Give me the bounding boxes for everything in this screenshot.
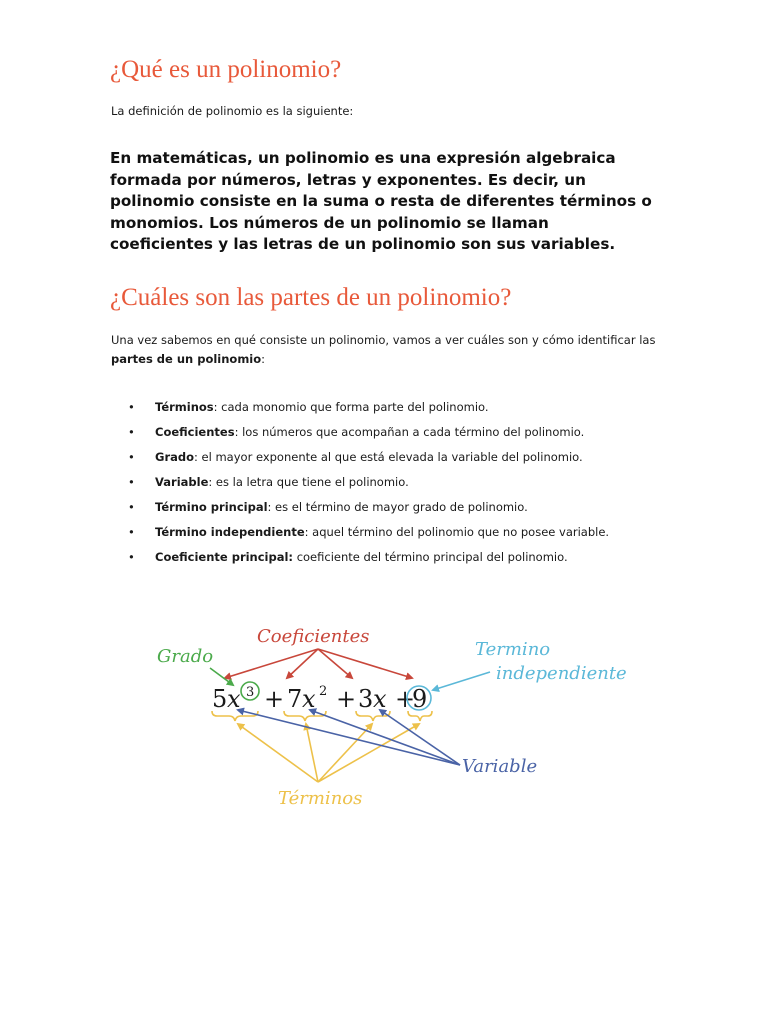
part-sep: :	[267, 500, 272, 514]
part-sep: :	[208, 475, 213, 489]
part-term: Grado	[155, 450, 195, 464]
label-variable: Variable	[462, 756, 538, 777]
bullet: •	[128, 450, 135, 464]
part-term: Términos	[155, 400, 214, 414]
coef-7: 7	[287, 685, 303, 713]
part-desc: el mayor exponente al que está elevada la variable del polinomio.	[197, 450, 583, 464]
var-x-3: x	[373, 685, 387, 713]
part-term: Coeficientes	[155, 425, 235, 439]
part-desc: es la letra que tiene el polinomio.	[212, 475, 409, 489]
part-desc: es el término de mayor grado de polinomio.	[271, 500, 528, 514]
parts-intro	[111, 331, 671, 369]
plus-1: +	[264, 685, 285, 713]
part-sep: :	[194, 450, 198, 464]
var-x-2: x	[302, 685, 316, 713]
part-desc: coeficiente del término principal del polinomio.	[293, 550, 568, 564]
coef-9: 9	[412, 685, 428, 713]
exp-2: 2	[319, 684, 328, 699]
part-term: Coeficiente principal:	[155, 550, 294, 564]
bullet: •	[128, 425, 135, 439]
polynomial-parts-diagram	[140, 612, 660, 817]
variable-arrows	[238, 710, 460, 765]
independiente-arrow	[433, 672, 490, 690]
definition-text: En matemáticas, un polinomio es una expresión algebraica formada por números, letras y exponentes. Es decir, un polinomio consiste en la suma o resta de diferentes términos o monomios. Los números de un polinomio se llaman coeficientes y las letras de un polinomio son sus variables.	[110, 149, 652, 253]
part-sep: :	[304, 525, 309, 539]
heading-que-es-polinomio: ¿Qué es un polinomio?	[110, 56, 342, 83]
coef-3: 3	[358, 685, 374, 713]
parts-intro-bold: partes de un polinomio	[111, 352, 262, 366]
label-termino: Termino	[475, 639, 551, 660]
definition-intro: La definición de polinomio es la siguiente:	[111, 104, 354, 118]
part-term: Término principal	[155, 500, 268, 514]
part-desc: los números que acompañan a cada término del polinomio.	[238, 425, 585, 439]
label-coeficientes: Coeficientes	[257, 626, 370, 647]
label-independiente: independiente	[496, 663, 627, 684]
label-terminos: Términos	[278, 788, 363, 809]
part-term: Variable	[155, 475, 209, 489]
part-term: Término independiente	[155, 525, 305, 539]
bullet: •	[128, 400, 135, 414]
heading-partes-polinomio: ¿Cuáles son las partes de un polinomio?	[110, 284, 512, 311]
parts-intro-text: Una vez sabemos en qué consiste un polinomio, vamos a ver cuáles son y cómo identificar las	[111, 333, 656, 347]
part-desc: aquel término del polinomio que no posee variable.	[308, 525, 610, 539]
plus-3: +	[395, 685, 416, 713]
bullet: •	[128, 550, 135, 564]
coeficientes-arrows	[225, 649, 412, 678]
part-sep: :	[213, 400, 218, 414]
coef-5: 5	[212, 685, 228, 713]
exp-3: 3	[246, 685, 255, 700]
plus-2: +	[336, 685, 357, 713]
part-desc: cada monomio que forma parte del polinomio.	[217, 400, 489, 414]
parts-intro-colon: :	[261, 352, 266, 366]
var-x-1: x	[227, 685, 241, 713]
bullet: •	[128, 475, 135, 489]
label-grado: Grado	[157, 646, 214, 667]
part-sep: :	[234, 425, 239, 439]
bullet: •	[128, 525, 135, 539]
bullet: •	[128, 500, 135, 514]
